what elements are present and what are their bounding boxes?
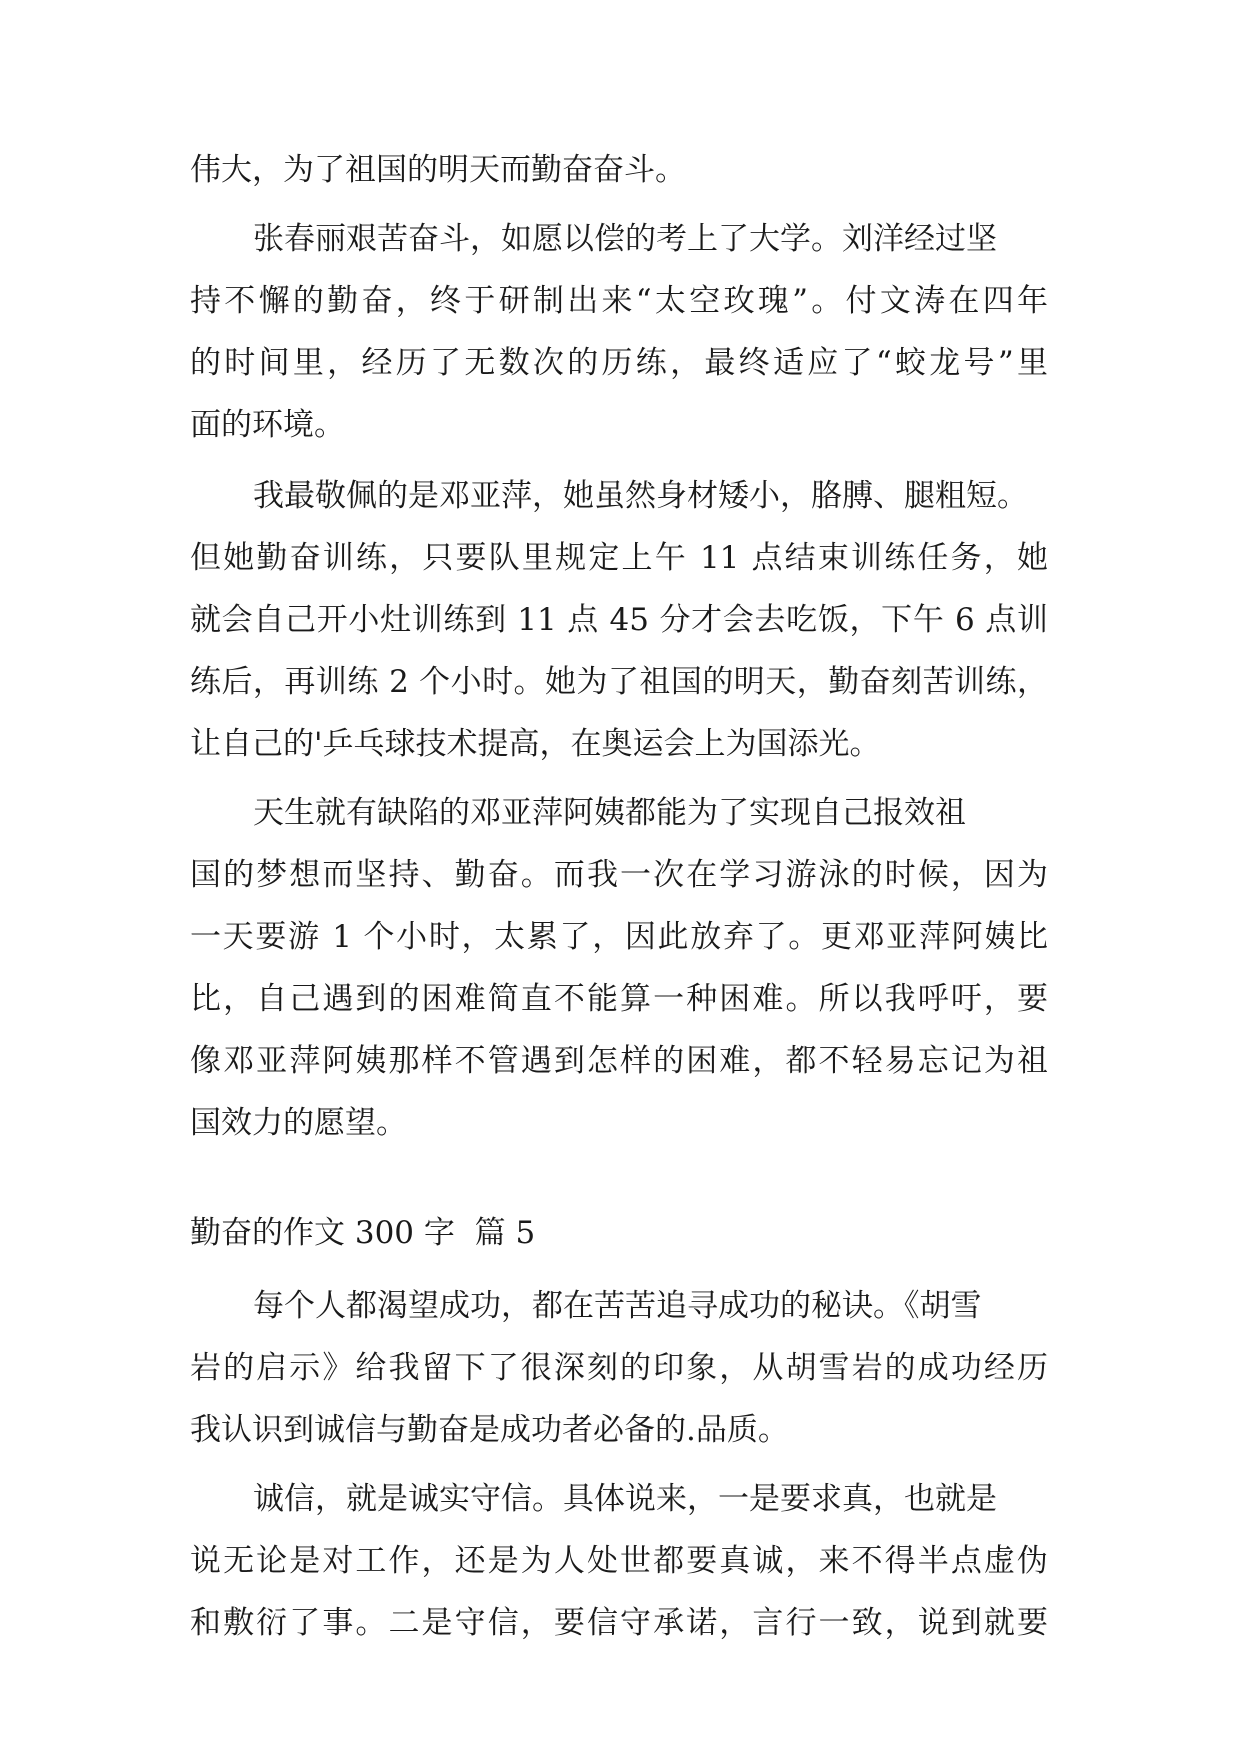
text-line: 比，自己遇到的困难简直不能算一种困难。所以我呼吁，要 (190, 981, 1048, 1017)
paragraph-first-line: 每个人都渴望成功，都在苦苦追寻成功的秘诀。《胡雪 (253, 1288, 982, 1324)
text-line: 面的环境。 (190, 407, 345, 443)
paragraph-first-line: 天生就有缺陷的邓亚萍阿姨都能为了实现自己报效祖 (253, 795, 966, 831)
text-line: 我认识到诚信与勤奋是成功者必备的.品质。 (190, 1412, 789, 1448)
text-line: 持不懈的勤奋，终于研制出来“太空玫瑰”。付文涛在四年 (190, 283, 1048, 319)
text-line: 让自己的'乒乓球技术提高，在奥运会上为国添光。 (190, 726, 881, 762)
text-line: 一天要游 1 个小时，太累了，因此放弃了。更邓亚萍阿姨比 (190, 919, 1048, 955)
text-line: 岩的启示》给我留下了很深刻的印象，从胡雪岩的成功经历 (190, 1350, 1048, 1386)
text-line: 和敷衍了事。二是守信，要信守承诺，言行一致，说到就要 (190, 1605, 1048, 1641)
text-line: 像邓亚萍阿姨那样不管遇到怎样的困难，都不轻易忘记为祖 (190, 1043, 1048, 1079)
paragraph-first-line: 我最敬佩的是邓亚萍，她虽然身材矮小，胳膊、腿粗短。 (253, 478, 1028, 514)
text-line: 国的梦想而坚持、勤奋。而我一次在学习游泳的时候，因为 (190, 857, 1048, 893)
paragraph-first-line: 张春丽艰苦奋斗，如愿以偿的考上了大学。刘洋经过坚 (253, 221, 997, 257)
text-line: 就会自己开小灶训练到 11 点 45 分才会去吃饭，下午 6 点训 (190, 602, 1048, 638)
paragraph-first-line: 诚信，就是诚实守信。具体说来，一是要求真，也就是 (253, 1481, 997, 1517)
text-line: 伟大，为了祖国的明天而勤奋奋斗。 (190, 152, 686, 188)
section-heading: 勤奋的作文 300 字 篇 5 (190, 1215, 536, 1251)
text-line: 但她勤奋训练，只要队里规定上午 11 点结束训练任务，她 (190, 540, 1048, 576)
text-line: 练后，再训练 2 个小时。她为了祖国的明天，勤奋刻苦训练， (190, 664, 1048, 700)
text-line: 的时间里，经历了无数次的历练，最终适应了“蛟龙号”里 (190, 345, 1048, 381)
text-line: 国效力的愿望。 (190, 1105, 407, 1141)
text-line: 说无论是对工作，还是为人处世都要真诚，来不得半点虚伪 (190, 1543, 1048, 1579)
